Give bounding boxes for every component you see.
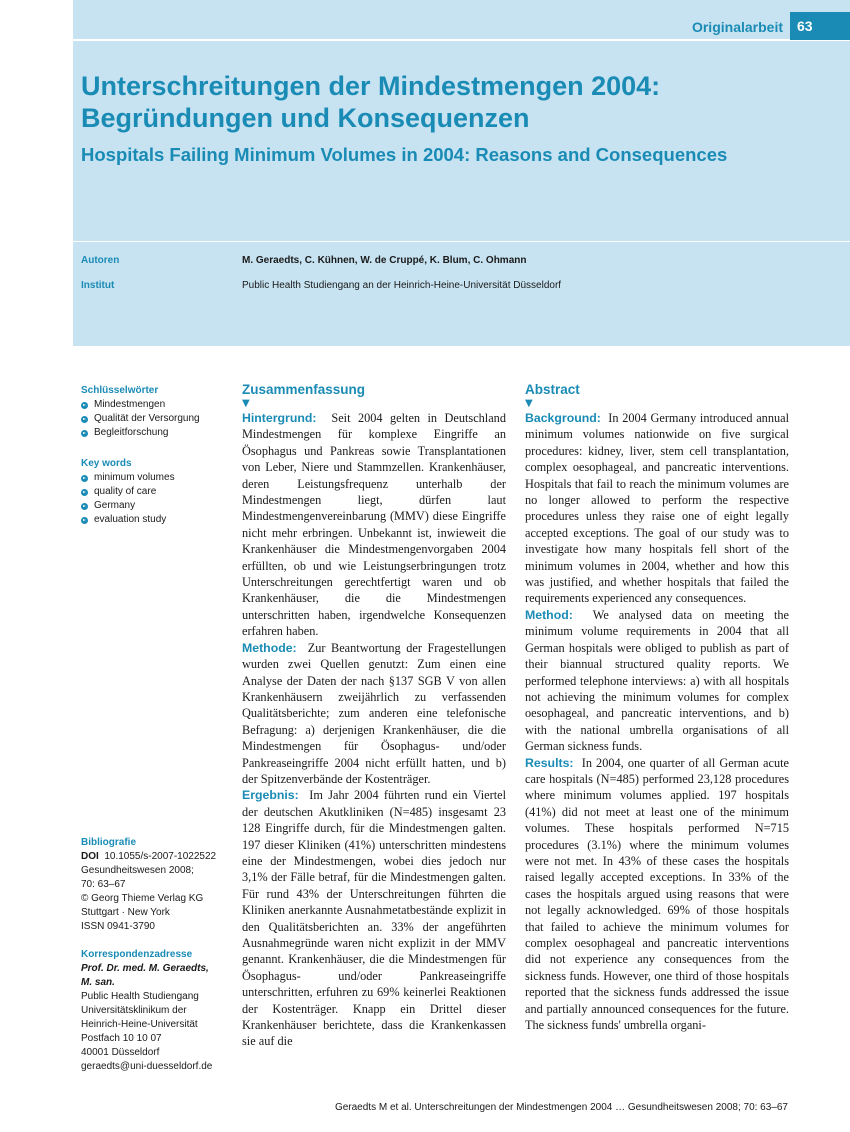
arrow-bullet-icon: [81, 430, 88, 437]
bib-line: Stuttgart · New York: [81, 907, 170, 918]
abstract-heading: Abstract: [525, 382, 580, 397]
arrow-bullet-icon: [81, 475, 88, 482]
correspondence-label: Korrespondenzadresse: [81, 949, 193, 960]
page-number: 63: [790, 12, 850, 40]
address-line: 40001 Düsseldorf: [81, 1047, 160, 1058]
bib-line: ISSN 0941-3790: [81, 921, 155, 932]
keywords-block: [81, 384, 231, 527]
authors-label: Autoren: [81, 255, 120, 266]
keywords-en-label: Key words: [81, 458, 132, 469]
keyword-item: quality of care: [81, 485, 231, 499]
address-line: Heinrich-Heine-Universität: [81, 1019, 198, 1030]
keyword-item: minimum volumes: [81, 471, 231, 485]
section-label: Originalarbeit: [691, 19, 783, 35]
paragraph-results: Results: In 2004, one quarter of all German acute care hospitals (N=485) performed 23,128 procedures where minimum volumes applied. 197 hospitals (41%) did not meet at least one of the minimum volumes. These hospitals performed N=715 procedures (3.1%) where the minimum volumes were not met. In 43% of these cases the hospitals raised legally accepted exceptions. In 33% of the cases the hospitals argued using reasons that were not legally acknowledged. 69% of those hospitals that failed to achieve the minimum volumes for complex oesophageal and pancreatic interventions did not experience any consequences from the sickness funds. However, one third of those hospitals reported that the sickness funds addressed the issue and partially announced consequences for the future. The sickness funds' umbrella organi-: [525, 755, 789, 1033]
paragraph-methode: Methode: Zur Beantwortung der Fragestellungen wurden zwei Quellen genutzt: Zum einen eine Analyse der Daten der nach §137 SGB V von allen Krankenhäusern zweijährlich zu verfassenden Qualitätsberichte; zum anderen eine telefonische Befragung: a) derjenigen Krankenhäuser, die die Mindestmengen für Ösophagus- und/oder Pankreaseingriffe 2004 nicht erfüllt hatten, und b) der Spitzenverbände der Kostenträger.: [242, 640, 507, 786]
keyword-item: Qualität der Versorgung: [81, 412, 231, 426]
header-band: [73, 0, 850, 346]
bibliography-label: Bibliografie: [81, 837, 137, 848]
arrow-bullet-icon: [81, 402, 88, 409]
email-link[interactable]: geraedts@uni-duesseldorf.de: [81, 1061, 213, 1072]
paragraph-ergebnis: Ergebnis: Im Jahr 2004 führten rund ein Viertel der deutschen Akutkliniken (N=485) insgesamt 23 128 Eingriffe durch, für die Mindestmengen galten. 197 dieser Kliniken (41%) unterschritten mindestens eine der Mindestmengen, wobei dies jedoch nur 3,1% der Fälle betraf, für die Mindestmengen galten. Für rund 43% der Unterschreitungen führten die Kliniken anerkannte Ausnahmetatbestände explizit in den Qualitätsberichten an. 33% der angeführten Ausnahmegründe waren nicht explizit in der MMV genannt. Krankenhäuser, die die Mindestmengen für Ösophagus- und/oder Pankreaseingriffe unterschritten, erfuhren zu 69% keinerlei Reaktionen der Kostenträger. Knapp ein Drittel dieser Krankenhäuser berichtete, dass die Krankenkassen sie auf die: [242, 788, 506, 1049]
address-line: Postfach 10 10 07: [81, 1033, 162, 1044]
arrow-bullet-icon: [81, 517, 88, 524]
english-abstract: [525, 381, 789, 1033]
keyword-item: Mindestmengen: [81, 398, 231, 412]
keyword-item: Germany: [81, 499, 231, 513]
authors: M. Geraedts, C. Kühnen, W. de Cruppé, K. Blum, C. Ohmann: [242, 255, 527, 266]
keyword-item: Begleitforschung: [81, 426, 231, 440]
institute: Public Health Studiengang an der Heinrich-Heine-Universität Düsseldorf: [242, 280, 562, 291]
zusammenfassung-heading: Zusammenfassung: [242, 382, 366, 397]
correspondence-name: Prof. Dr. med. M. Geraedts, M. san.: [81, 963, 209, 988]
title-german: Unterschreitungen der Mindestmengen 2004: Begründungen und Konsequenzen: [81, 71, 661, 133]
paragraph-background: Background: In 2004 Germany introduced annual minimum volumes nationwide on five surgical procedures: kidney, liver, stem cell transplantation, complex oesophageal, and pancreatic interventions. Hospitals that fail to reach the minimum volumes are no longer allowed to perform the respective procedures unless they raise one of eight legally accepted exceptions. The goal of our study was to investigate how many hospitals fell short of the minimum volumes in 2004, whether and how this was justified, and whether hospitals that failed the requirements experienced any consequences.: [525, 411, 789, 606]
arrow-bullet-icon: [81, 489, 88, 496]
keyword-item: evaluation study: [81, 513, 231, 527]
bib-line: © Georg Thieme Verlag KG: [81, 893, 204, 904]
bib-line: 70: 63–67: [81, 879, 126, 890]
triangle-down-icon: ▼: [242, 398, 250, 409]
paragraph-method: Method: We analysed data on meeting the minimum volume requirements in 2004 that all German hospitals were obliged to publish as part of their biannual structured quality reports. We performed telephone interviews: a) with all hospitals not achieving the minimum volumes for complex oesophageal, and pancreatic interventions, and b) with the national umbrella organisations of all German sickness funds.: [525, 607, 789, 754]
paragraph-hintergrund: Hintergrund: Seit 2004 gelten in Deutschland Mindestmengen für komplexe Eingriffe an Ösophagus und Pankreas sowie Transplantationen von Leber, Niere und Stammzellen. Krankenhäuser, deren Leistungsfrequenz unterhalb der Mindestmengen liegt, dürfen laut Mindestmengenvereinbarung (MMV) diese Eingriffe nicht mehr erbringen. Unbekannt ist, inwieweit die Krankenhäuser die Mindestmengenvorgaben 2004 erfüllten, ob und wie Leistungserbringungen trotz Unterschreitungen gerechtfertigt waren und ob Krankenhäuser, die die Mindestmengen unterschritten haben, irgendwelche Konsequenzen erfahren haben.: [242, 411, 506, 639]
keywords-de-label: Schlüsselwörter: [81, 385, 159, 396]
doi: DOI 10.1055/s-2007-1022522: [81, 851, 217, 862]
institute-label: Institut: [81, 280, 115, 291]
title-english: Hospitals Failing Minimum Volumes in 2004: Reasons and Consequences: [81, 144, 728, 165]
bib-line: Gesundheitswesen 2008;: [81, 865, 194, 876]
header-rule: [73, 39, 850, 41]
address-line: Public Health Studiengang: [81, 991, 199, 1002]
triangle-down-icon: ▼: [525, 398, 533, 409]
bibliography-block: [81, 836, 231, 1074]
address-line: Universitätsklinikum der: [81, 1005, 187, 1016]
arrow-bullet-icon: [81, 416, 88, 423]
german-summary: [242, 381, 506, 1050]
meta-rule: [73, 241, 850, 242]
arrow-bullet-icon: [81, 503, 88, 510]
page-footer: Geraedts M et al. Unterschreitungen der Mindestmengen 2004 … Gesundheitswesen 2008; 70: 63–67: [334, 1102, 788, 1113]
